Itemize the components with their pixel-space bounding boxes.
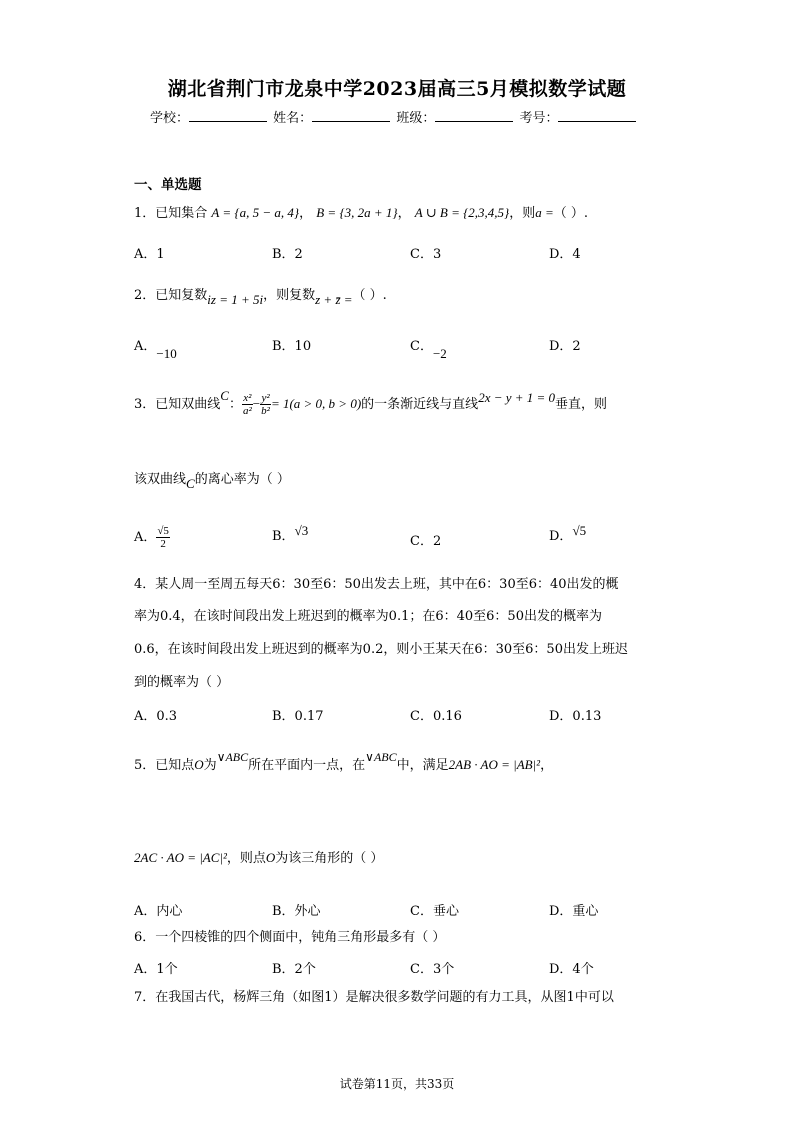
q3-frac-x [242, 392, 253, 417]
q1-option-b[interactable]: B．2 [272, 247, 303, 262]
q5-prefix: 5．已知点 [134, 758, 195, 773]
question-4-line2: 率为0.4，在该时间段出发上班迟到的概率为0.1；在6：40至6：50出发的概率为 [134, 609, 602, 624]
q4-option-b[interactable]: B．0.17 [272, 709, 324, 724]
q1-suffix-a: ，则 [509, 206, 536, 221]
q3-frac-y [260, 392, 271, 417]
q5-tri2: ∨ABC [365, 750, 397, 764]
question-2-stem [134, 285, 387, 306]
q3-line-eq: 2x − y + 1 = 0 [478, 390, 556, 405]
q5-tri1: ∨ABC [216, 750, 249, 764]
page-footer: 试卷第11页，共33页 [339, 1077, 455, 1091]
q3-b-label: B． [272, 529, 295, 544]
q2-suffix: （ ）. [352, 288, 387, 303]
q4-option-c[interactable]: C．0.16 [410, 709, 462, 724]
q3-option-d[interactable] [549, 525, 586, 544]
question-7-stem: 7．在我国古代，杨辉三角（如图1）是解决很多数学问题的有力工具，从图1中可以 [134, 990, 614, 1005]
q3-a-den: 2 [160, 538, 166, 550]
q5-mid: 所在平面内一点，在 [248, 758, 366, 773]
q3-frac-x-den: a² [242, 405, 252, 417]
q3-eq: = 1(a > 0, b > 0) [270, 396, 362, 411]
q5-eq2: 2AC · AO = |AC|² [134, 850, 227, 865]
q6-option-a[interactable]: A．1个 [134, 962, 178, 977]
q3-line2-c: C [186, 476, 195, 491]
q2-option-c[interactable] [410, 335, 447, 361]
q6-option-b[interactable]: B．2个 [272, 962, 316, 977]
q5-line2-o: O [265, 850, 276, 865]
q2-a-math: −10 [156, 346, 177, 361]
exam-no-label: 考号： [519, 111, 559, 126]
name-label: 姓名： [273, 111, 313, 126]
section-heading: 一、单选题 [134, 177, 202, 193]
q3-minus: − [252, 396, 261, 411]
q2-option-a[interactable] [134, 335, 177, 361]
q3-a-label: A． [134, 530, 157, 545]
q1-set-a: A = {a, 5 − a, 4} [211, 205, 300, 220]
q5-wei: 为 [203, 758, 217, 773]
q2-c-label: C． [410, 339, 433, 354]
q4-option-a[interactable]: A．0.3 [134, 709, 178, 724]
question-4-line1: 4．某人周一至周五每天6：30至6：50出发去上班，其中在6：30至6：40出发的概 [134, 577, 619, 592]
q5-eq1: 2AB · AO = |AB|² [448, 757, 541, 772]
q1-option-c[interactable]: C．3 [410, 247, 442, 262]
q6-option-d[interactable]: D．4个 [549, 962, 594, 977]
q5-option-d[interactable]: D．重心 [549, 904, 599, 919]
q1-sep1: ， [299, 206, 313, 221]
name-blank[interactable] [312, 110, 390, 122]
q5-option-c[interactable]: C．垂心 [410, 904, 459, 919]
q2-a-label: A． [134, 339, 157, 354]
q3-b-math: √3 [294, 523, 309, 538]
q1-sep2: ， [397, 206, 411, 221]
q5-option-b[interactable]: B．外心 [272, 904, 321, 919]
q2-mid: ，则复数 [263, 288, 316, 303]
q3-frac-y-num: y² [261, 392, 270, 404]
q3-option-c[interactable]: C．2 [410, 534, 442, 549]
q3-prefix: 3．已知双曲线 [134, 397, 221, 412]
q3-frac-x-num: x² [243, 392, 252, 404]
q2-equation: iz = 1 + 5i [207, 292, 264, 307]
question-5-stem [134, 750, 554, 776]
q5-o: O [194, 757, 204, 772]
question-5-line2 [134, 848, 383, 869]
q5-option-a[interactable]: A．内心 [134, 904, 183, 919]
q1-option-a[interactable]: A．1 [134, 247, 165, 262]
question-1-stem [134, 203, 588, 224]
q5-line2-b: 为该三角形的（ ） [275, 851, 384, 866]
school-label: 学校： [150, 111, 190, 126]
exam-no-blank[interactable] [558, 110, 636, 122]
q1-prefix: 1．已知集合 [134, 206, 208, 221]
school-blank[interactable] [189, 110, 267, 122]
q3-mid: 的一条渐近线与直线 [361, 397, 479, 412]
question-6-stem: 6．一个四棱锥的四个侧面中，钝角三角形最多有（ ） [134, 930, 446, 945]
question-4-line4: 到的概率为（ ） [134, 675, 230, 690]
page-title: 湖北省荆门市龙泉中学2023届高三5月模拟数学试题 [167, 78, 627, 100]
q5-line2-a: ，则点 [226, 851, 266, 866]
q3-colon: ： [228, 397, 242, 412]
student-info-fields [150, 107, 638, 126]
q3-c: C [220, 388, 229, 403]
q6-option-c[interactable]: C．3个 [410, 962, 455, 977]
q2-c-math: −2 [432, 346, 447, 361]
q3-a-frac [156, 525, 170, 550]
question-4-line3: 0.6，在该时间段出发上班迟到的概率为0.2，则小王某天在6：30至6：50出发上班迟 [134, 642, 628, 657]
q4-option-d[interactable]: D．0.13 [549, 709, 602, 724]
q3-end: 垂直，则 [555, 397, 608, 412]
q1-a-eq: a = [535, 205, 554, 220]
q3-frac-y-den: b² [261, 405, 270, 417]
q3-option-a[interactable] [134, 525, 170, 550]
q1-suffix-b: （ ）. [553, 206, 589, 221]
class-label: 班级： [396, 111, 436, 126]
q5-comma: ， [540, 758, 554, 773]
q3-line2-suffix: 的离心率为（ ） [194, 472, 290, 487]
q3-d-label: D． [549, 529, 573, 544]
q2-conj-sum: z + z̄ = [315, 292, 353, 307]
q1-set-b: B = {3, 2a + 1} [316, 205, 398, 220]
q3-d-math: √5 [572, 523, 587, 538]
q1-union: A ∪ B = {2,3,4,5} [414, 205, 510, 220]
q1-option-d[interactable]: D．4 [549, 247, 581, 262]
q3-option-b[interactable] [272, 525, 308, 544]
question-3-line2 [134, 469, 290, 490]
q3-a-num: √5 [157, 525, 169, 537]
q3-line2-prefix: 该双曲线 [134, 472, 187, 487]
q2-prefix: 2．已知复数 [134, 288, 208, 303]
q2-option-d[interactable]: D．2 [549, 339, 581, 354]
q2-option-b[interactable]: B．10 [272, 339, 312, 354]
q5-mid2: 中，满足 [396, 758, 449, 773]
question-3-stem [134, 388, 608, 417]
class-blank[interactable] [435, 110, 513, 122]
